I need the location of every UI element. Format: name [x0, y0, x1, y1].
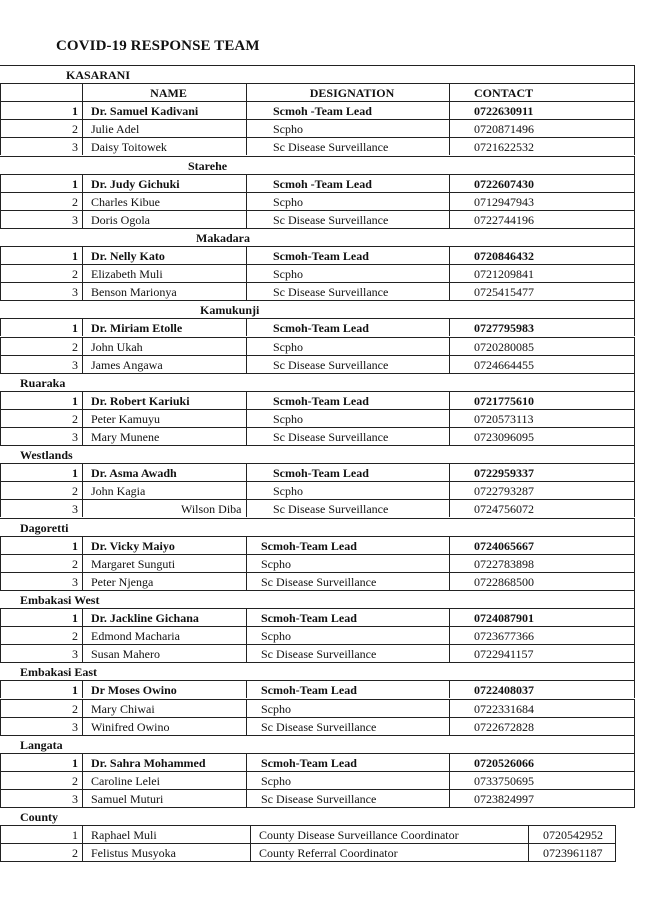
- cell-contact: 0720871496: [449, 119, 635, 137]
- section-heading-row: [0, 228, 647, 246]
- cell-no: 2: [0, 771, 82, 789]
- section-heading: Embakasi East: [0, 662, 635, 680]
- cell-no: 2: [0, 699, 82, 717]
- cell-name: Caroline Lelei: [82, 771, 246, 789]
- table-row: [0, 572, 647, 590]
- cell-contact: 0724756072: [449, 499, 635, 517]
- cell-no: 2: [0, 409, 82, 427]
- table-row: [0, 554, 647, 572]
- column-header-name: NAME: [82, 83, 246, 101]
- section-heading-row: [0, 156, 647, 174]
- cell-designation: Scmoh-Team Lead: [246, 246, 449, 264]
- cell-contact: 0712947943: [449, 192, 635, 210]
- table-row: [0, 680, 647, 698]
- cell-no: 1: [0, 174, 82, 192]
- cell-no: 3: [0, 499, 82, 517]
- section-heading: Langata: [0, 735, 635, 753]
- cell-name: Samuel Muturi: [82, 789, 246, 807]
- cell-contact: 0722783898: [449, 554, 635, 572]
- cell-no: 3: [0, 644, 82, 662]
- cell-name: Charles Kibue: [82, 192, 246, 210]
- cell-contact: 0721775610: [449, 391, 635, 409]
- table-row: [0, 843, 647, 861]
- cell-contact: 0727795983: [449, 318, 635, 336]
- cell-contact: 0720573113: [449, 409, 635, 427]
- section-heading-row: [0, 807, 647, 825]
- cell-name: John Kagia: [82, 481, 246, 499]
- cell-name: Dr. Asma Awadh: [82, 463, 246, 481]
- cell-contact: 0722744196: [449, 210, 635, 228]
- section-heading-row: [0, 300, 647, 318]
- cell-no: 3: [0, 572, 82, 590]
- cell-designation: Sc Disease Surveillance: [246, 137, 449, 155]
- cell-name: John Ukah: [82, 337, 246, 355]
- cell-no: 3: [0, 137, 82, 155]
- cell-contact: 0722959337: [449, 463, 635, 481]
- column-header-designation: DESIGNATION: [246, 83, 449, 101]
- cell-name: Dr. Miriam Etolle: [82, 318, 246, 336]
- cell-no: 1: [0, 318, 82, 336]
- section-heading-row: [0, 445, 647, 463]
- cell-contact: 0724664455: [449, 355, 635, 373]
- table-bottom-border: [0, 861, 616, 862]
- cell-designation: Sc Disease Surveillance: [246, 427, 449, 445]
- cell-contact: 0725415477: [449, 282, 635, 300]
- cell-name: Peter Njenga: [82, 572, 246, 590]
- table-row: [0, 318, 647, 336]
- cell-no: 3: [0, 717, 82, 735]
- section-heading-row: [0, 373, 647, 391]
- table-row: [0, 499, 647, 517]
- cell-designation: County Referral Coordinator: [250, 843, 528, 861]
- cell-name: Mary Munene: [82, 427, 246, 445]
- table-row: [0, 174, 647, 192]
- table-row: [0, 771, 647, 789]
- cell-contact: 0721622532: [449, 137, 635, 155]
- cell-designation: Scmoh-Team Lead: [246, 536, 449, 554]
- cell-designation: Scmoh-Team Lead: [246, 391, 449, 409]
- cell-name: Doris Ogola: [82, 210, 246, 228]
- cell-designation: Scmoh-Team Lead: [246, 463, 449, 481]
- section-heading: Starehe: [0, 156, 635, 174]
- cell-no: 3: [0, 210, 82, 228]
- cell-no: 2: [0, 626, 82, 644]
- table-row: [0, 391, 647, 409]
- cell-designation: Scmoh-Team Lead: [246, 680, 449, 698]
- cell-designation: Scmoh-Team Lead: [246, 608, 449, 626]
- cell-name: James Angawa: [82, 355, 246, 373]
- cell-name: Winifred Owino: [82, 717, 246, 735]
- cell-no: 3: [0, 789, 82, 807]
- cell-contact: 0722408037: [449, 680, 635, 698]
- table-row: [0, 355, 647, 373]
- cell-contact: 0722331684: [449, 699, 635, 717]
- cell-no: 1: [0, 463, 82, 481]
- table-row: [0, 825, 647, 843]
- table-row: [0, 717, 647, 735]
- cell-no: 2: [0, 264, 82, 282]
- cell-name: Dr. Jackline Gichana: [82, 608, 246, 626]
- cell-no: 1: [0, 825, 82, 843]
- table-row: [0, 644, 647, 662]
- cell-no: 3: [0, 282, 82, 300]
- table-row: [0, 101, 647, 119]
- cell-designation: Scpho: [246, 337, 449, 355]
- section-heading-row: [0, 518, 647, 536]
- cell-designation: Scmoh -Team Lead: [246, 101, 449, 119]
- cell-name: Wilson Diba: [82, 499, 246, 517]
- cell-designation: Sc Disease Surveillance: [246, 499, 449, 517]
- section-heading-row: [0, 590, 647, 608]
- cell-no: 1: [0, 101, 82, 119]
- cell-name: Elizabeth Muli: [82, 264, 246, 282]
- cell-no: [0, 83, 82, 101]
- cell-contact: 0722607430: [449, 174, 635, 192]
- cell-designation: Scpho: [246, 699, 449, 717]
- cell-name: Dr. Vicky Maiyo: [82, 536, 246, 554]
- cell-designation: Scpho: [246, 409, 449, 427]
- table-row: [0, 608, 647, 626]
- cell-contact: 0722941157: [449, 644, 635, 662]
- table-row: [0, 626, 647, 644]
- cell-designation: Scmoh -Team Lead: [246, 174, 449, 192]
- section-heading: Westlands: [0, 445, 635, 463]
- table-row: [0, 463, 647, 481]
- cell-name: Dr. Judy Gichuki: [82, 174, 246, 192]
- cell-no: 1: [0, 608, 82, 626]
- section-heading-row: [0, 735, 647, 753]
- cell-name: Dr. Sahra Mohammed: [82, 753, 246, 771]
- cell-no: 3: [0, 427, 82, 445]
- cell-contact: 0722793287: [449, 481, 635, 499]
- cell-contact: 0721209841: [449, 264, 635, 282]
- cell-no: 1: [0, 391, 82, 409]
- cell-name: Susan Mahero: [82, 644, 246, 662]
- cell-no: 2: [0, 481, 82, 499]
- column-header-contact: CONTACT: [449, 83, 635, 101]
- cell-designation: Sc Disease Surveillance: [246, 282, 449, 300]
- cell-name: Raphael Muli: [82, 825, 250, 843]
- cell-name: Dr Moses Owino: [82, 680, 246, 698]
- cell-no: 1: [0, 753, 82, 771]
- table-row: [0, 753, 647, 771]
- cell-contact: 0720280085: [449, 337, 635, 355]
- cell-no: 1: [0, 680, 82, 698]
- cell-no: 2: [0, 119, 82, 137]
- cell-name: Dr. Nelly Kato: [82, 246, 246, 264]
- section-heading: Ruaraka: [0, 373, 635, 391]
- table-row: [0, 264, 647, 282]
- section-heading-row: [0, 65, 647, 83]
- cell-contact: 0724087901: [449, 608, 635, 626]
- cell-contact: 0733750695: [449, 771, 635, 789]
- cell-contact: 0720526066: [449, 753, 635, 771]
- table-row: [0, 119, 647, 137]
- section-heading: Embakasi West: [0, 590, 635, 608]
- cell-designation: Sc Disease Surveillance: [246, 644, 449, 662]
- cell-contact: 0723677366: [449, 626, 635, 644]
- cell-contact: 0723961187: [528, 843, 616, 861]
- cell-designation: Scpho: [246, 192, 449, 210]
- table-row: [0, 536, 647, 554]
- table-row: [0, 192, 647, 210]
- cell-contact: 0724065667: [449, 536, 635, 554]
- cell-contact: 0722868500: [449, 572, 635, 590]
- section-heading: Makadara: [0, 228, 635, 246]
- cell-designation: Sc Disease Surveillance: [246, 717, 449, 735]
- cell-no: 2: [0, 192, 82, 210]
- cell-no: 2: [0, 554, 82, 572]
- cell-designation: Sc Disease Surveillance: [246, 572, 449, 590]
- cell-designation: Scpho: [246, 119, 449, 137]
- cell-name: Edmond Macharia: [82, 626, 246, 644]
- cell-contact: 0722630911: [449, 101, 635, 119]
- cell-designation: Scpho: [246, 771, 449, 789]
- section-heading: Dagoretti: [0, 518, 635, 536]
- cell-name: Mary Chiwai: [82, 699, 246, 717]
- section-heading-row: [0, 662, 647, 680]
- table-row: [0, 137, 647, 155]
- cell-name: Dr. Samuel Kadivani: [82, 101, 246, 119]
- cell-name: Margaret Sunguti: [82, 554, 246, 572]
- table-row: [0, 789, 647, 807]
- cell-contact: 0720542952: [528, 825, 616, 843]
- cell-contact: 0723824997: [449, 789, 635, 807]
- cell-no: 1: [0, 246, 82, 264]
- table-row: [0, 699, 647, 717]
- section-heading: Kamukunji: [0, 300, 635, 318]
- cell-no: 2: [0, 843, 82, 861]
- cell-designation: Scmoh-Team Lead: [246, 318, 449, 336]
- table-row: [0, 427, 647, 445]
- cell-name: Dr. Robert Kariuki: [82, 391, 246, 409]
- cell-designation: Sc Disease Surveillance: [246, 210, 449, 228]
- cell-no: 3: [0, 355, 82, 373]
- table-row: [0, 282, 647, 300]
- section-heading: County: [0, 807, 616, 825]
- cell-name: Felistus Musyoka: [82, 843, 250, 861]
- cell-name: Benson Marionya: [82, 282, 246, 300]
- cell-contact: 0723096095: [449, 427, 635, 445]
- cell-no: 2: [0, 337, 82, 355]
- table-row: [0, 246, 647, 264]
- table-row: [0, 210, 647, 228]
- cell-designation: Scpho: [246, 481, 449, 499]
- table-row: [0, 409, 647, 427]
- cell-designation: Sc Disease Surveillance: [246, 789, 449, 807]
- table-row: [0, 337, 647, 355]
- table-row: [0, 481, 647, 499]
- cell-no: 1: [0, 536, 82, 554]
- cell-designation: County Disease Surveillance Coordinator: [250, 825, 528, 843]
- cell-name: Julie Adel: [82, 119, 246, 137]
- cell-name: Daisy Toitowek: [82, 137, 246, 155]
- cell-designation: Scpho: [246, 554, 449, 572]
- cell-name: Peter Kamuyu: [82, 409, 246, 427]
- section-heading: KASARANI: [0, 65, 635, 83]
- cell-designation: Scpho: [246, 626, 449, 644]
- cell-contact: 0722672828: [449, 717, 635, 735]
- column-header-row: [0, 83, 647, 101]
- cell-contact: 0720846432: [449, 246, 635, 264]
- page-title: COVID-19 RESPONSE TEAM: [56, 38, 260, 54]
- cell-designation: Scmoh-Team Lead: [246, 753, 449, 771]
- cell-designation: Scpho: [246, 264, 449, 282]
- cell-designation: Sc Disease Surveillance: [246, 355, 449, 373]
